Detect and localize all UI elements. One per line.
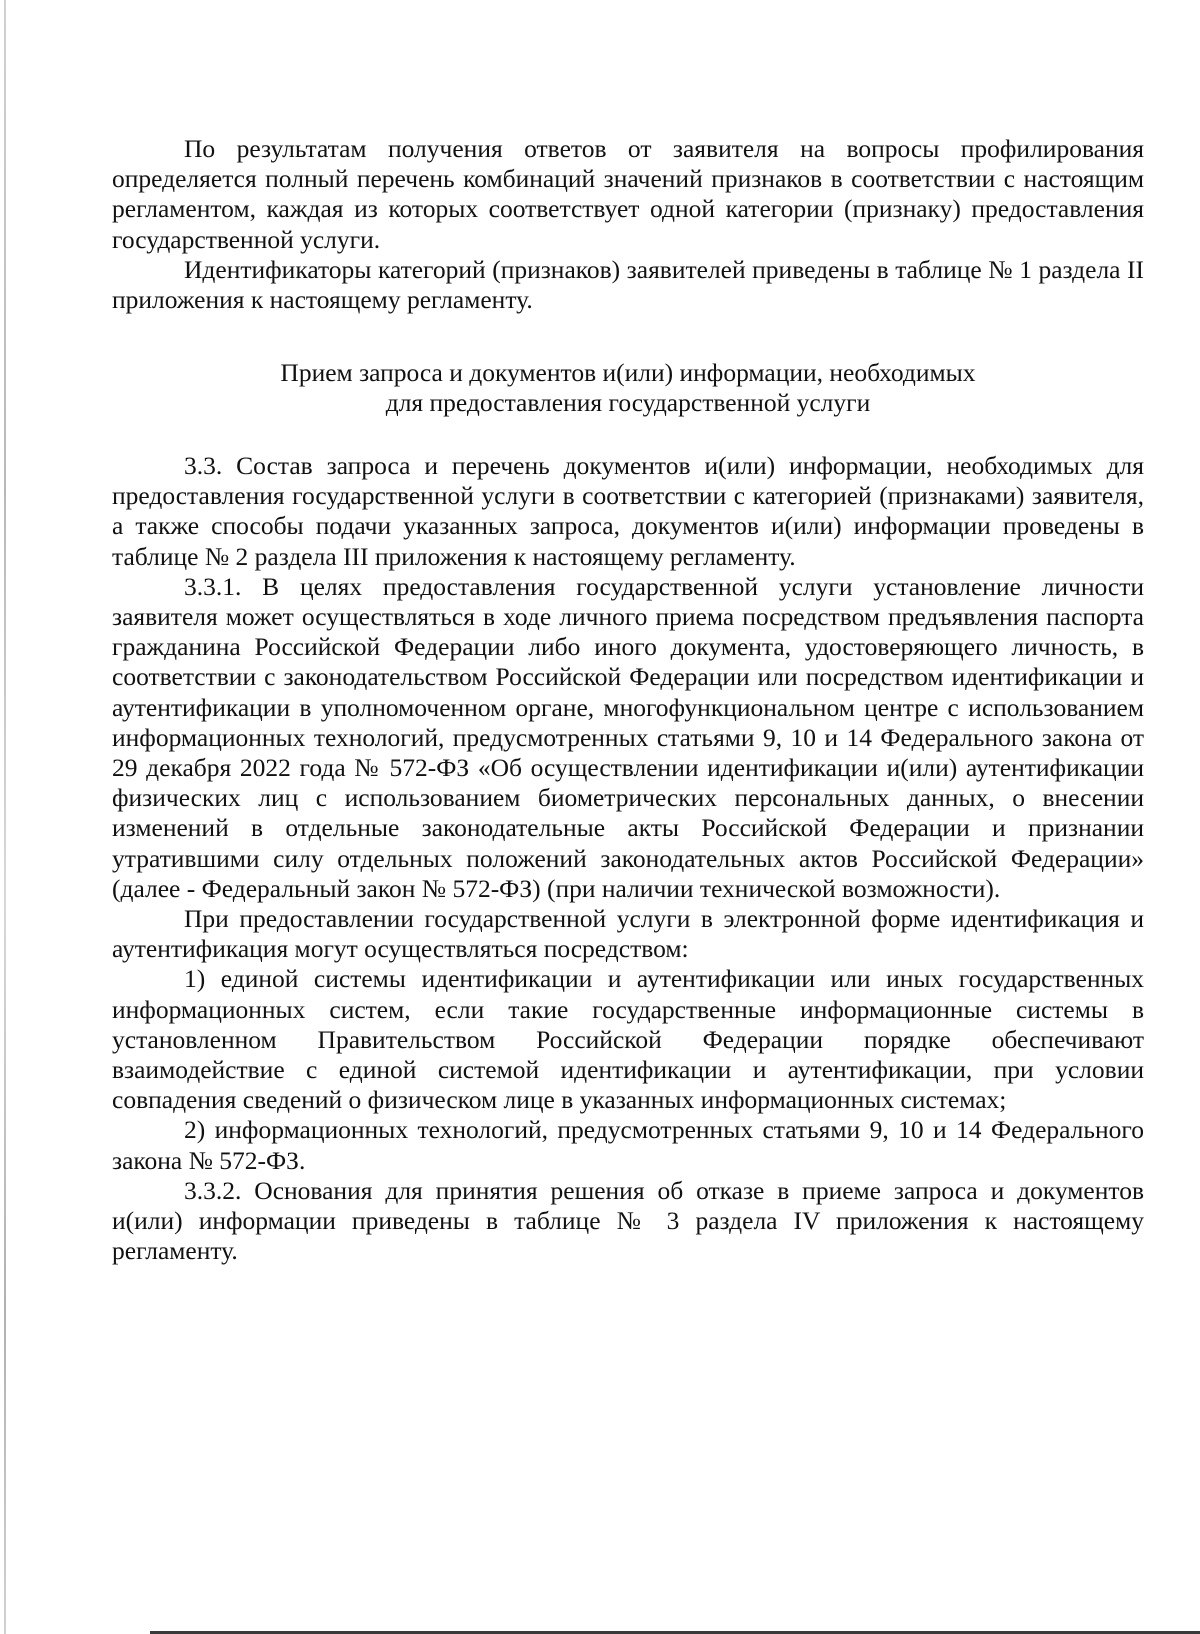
paragraph-3-3-2: 3.3.2. Основания для принятия решения об отказе в приеме запроса и документов и(или) информации приведены в таблице № 3 раздела IV приложения к настоящему регламенту. <box>112 1175 1144 1266</box>
paragraph-3-3-1: 3.3.1. В целях предоставления государственной услуги установление личности заявителя может осуществляться в ходе личного приема посредством предъявления паспорта гражданина Российской Федерации либо иного документа, удостоверяющего личность, в соответствии с законодательством Российской Федерации или посредством идентификации и аутентификации в уполномоченном органе, многофункциональном центре с использованием информационных технологий, предусмотренных статьями 9, 10 и 14 Федерального закона от 29 декабря 2022 года № 572-ФЗ «Об осуществлении идентификации и(или) аутентификации физических лиц с использованием биометрических персональных данных, о внесении изменений в отдельные законодательные акты Российской Федерации и признании утратившими силу отдельных положений законодательных актов Российской Федерации» (далее - Федеральный закон № 572-ФЗ) (при наличии технической возможности). <box>112 571 1144 903</box>
intro-section <box>112 134 1144 315</box>
scan-edge-left <box>4 0 6 1634</box>
section-heading-line-2: для предоставления государственной услуги <box>385 388 871 418</box>
section-heading-line-1: Прием запроса и документов и(или) информации, необходимых <box>280 358 976 387</box>
main-section <box>112 451 1144 1266</box>
paragraph-electronic-form: При предоставлении государственной услуги в электронной форме идентификация и аутентификация могут осуществляться посредством: <box>112 904 1144 964</box>
list-item-1: 1) единой системы идентификации и аутентификации или иных государственных информационных систем, если такие государственные информационные системы в установленном Правительством Российской Федерации порядке обеспечивают взаимодействие с единой системой идентификации и аутентификации, при условии совпадения сведений о физическом лице в указанных информационных системах; <box>112 964 1144 1115</box>
paragraph-profiling-result: По результатам получения ответов от заявителя на вопросы профилирования определяется полный перечень комбинаций значений признаков в соответствии с настоящим регламентом, каждая из которых соответствует одной категории (признаку) предоставления государственной услуги. <box>112 134 1144 254</box>
paragraph-category-identifiers: Идентификаторы категорий (признаков) заявителей приведены в таблице № 1 раздела II приложения к настоящему регламенту. <box>112 254 1144 315</box>
paragraph-3-3: 3.3. Состав запроса и перечень документов и(или) информации, необходимых для предоставления государственной услуги в соответствии с категорией (признаками) заявителя, а также способы подачи указанных запроса, документов и(или) информации проведены в таблице № 2 раздела III приложения к настоящему регламенту. <box>112 451 1144 571</box>
list-item-2: 2) информационных технологий, предусмотренных статьями 9, 10 и 14 Федерального закона № 572-ФЗ. <box>112 1115 1144 1175</box>
section-heading <box>112 358 1144 418</box>
